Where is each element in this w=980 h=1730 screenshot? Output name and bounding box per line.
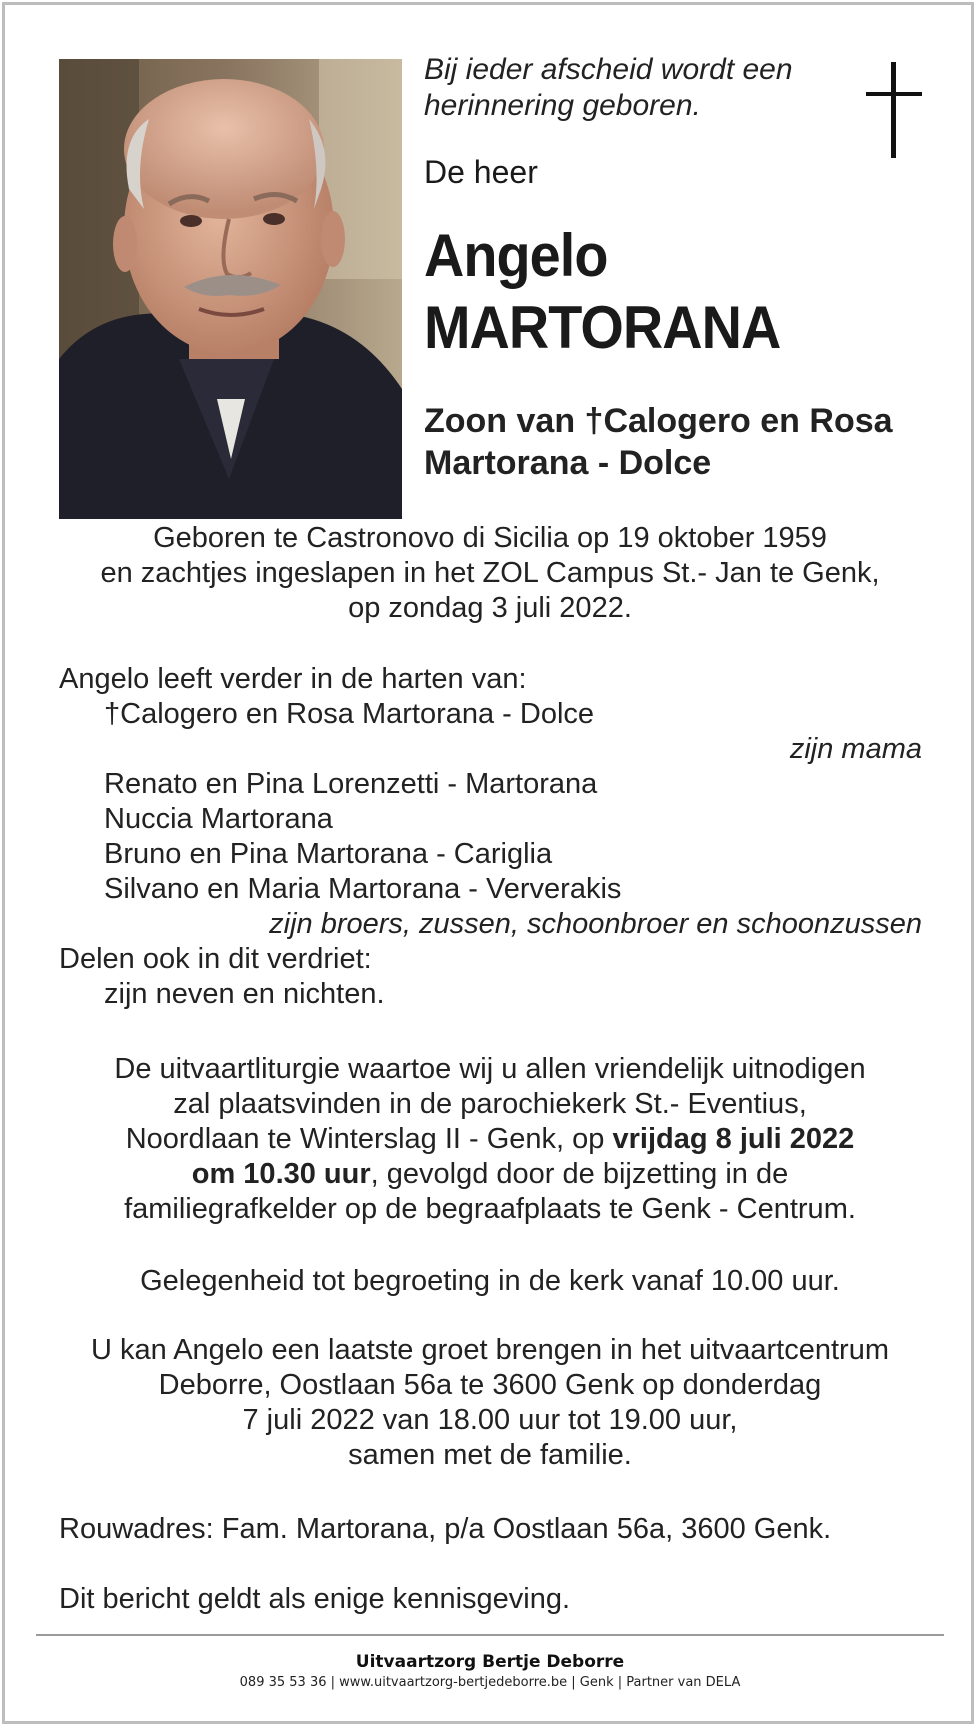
- quote-line: herinnering geboren.: [424, 89, 701, 122]
- notice-text: Dit bericht geldt als enige kennisgeving.: [59, 1583, 571, 1615]
- sibling-name: Bruno en Pina Martorana - Cariglia: [104, 838, 553, 870]
- deceased-name: [424, 220, 780, 364]
- parentage-line: Zoon van †Calogero en Rosa: [424, 402, 893, 440]
- parentage: [424, 400, 893, 484]
- birth-line: Geboren te Castronovo di Sicilia op 19 oktober 1959: [153, 522, 827, 554]
- funeral-company: Uitvaartzorg Bertje Deborre: [355, 1652, 625, 1672]
- cross-icon: [866, 62, 922, 158]
- birth-death-info: [40, 521, 940, 626]
- last-name: MARTORANA: [424, 294, 781, 361]
- mourning-address: Rouwadres: Fam. Martorana, p/a Oostlaan 56a, 3600 Genk.: [59, 1513, 832, 1545]
- death-date-line: op zondag 3 juli 2022.: [348, 592, 632, 624]
- greeting-info: [40, 1264, 940, 1299]
- sibling-name: Nuccia Martorana: [104, 803, 333, 835]
- memorial-quote: [424, 52, 793, 124]
- farewell-line: U kan Angelo een laatste groet brengen in het uitvaartcentrum: [90, 1334, 889, 1366]
- parentage-line: Martorana - Dolce: [424, 444, 712, 482]
- footer-divider: [36, 1634, 944, 1636]
- farewell-line: Deborre, Oostlaan 56a te 3600 Genk op donderdag: [158, 1369, 822, 1401]
- sibling-name: Silvano en Maria Martorana - Ververakis: [104, 873, 622, 905]
- funeral-date: vrijdag 8 juli 2022: [612, 1123, 855, 1155]
- funeral-line: familiegrafkelder op de begraafplaats te Genk - Centrum.: [124, 1193, 856, 1225]
- farewell-info: [40, 1333, 940, 1473]
- farewell-line: 7 juli 2022 van 18.00 uur tot 19.00 uur,: [242, 1404, 738, 1436]
- company-contact: 089 35 53 36 | www.uitvaartzorg-bertjedeborre.be | Genk | Partner van DELA: [239, 1675, 741, 1690]
- also-grieving-intro: Delen ook in dit verdriet:: [59, 943, 372, 975]
- funeral-time: om 10.30 uur: [191, 1158, 371, 1190]
- funeral-info: [40, 1052, 940, 1227]
- family-intro: Angelo leeft verder in de harten van:: [59, 663, 527, 695]
- funeral-line: De uitvaartliturgie waartoe wij u allen vriendelijk uitnodigen: [114, 1053, 866, 1085]
- funeral-line: om 10.30 uur, gevolgd door de bijzetting in de: [191, 1158, 789, 1190]
- also-grieving-names: zijn neven en nichten.: [104, 978, 385, 1010]
- portrait-photo: [59, 59, 402, 519]
- greeting-line: Gelegenheid tot begroeting in de kerk vanaf 10.00 uur.: [140, 1265, 840, 1297]
- parents-role: zijn mama: [789, 733, 922, 765]
- salutation: De heer: [424, 154, 538, 190]
- first-name: Angelo: [424, 222, 608, 289]
- parents-names: †Calogero en Rosa Martorana - Dolce: [104, 698, 595, 730]
- funeral-line: zal plaatsvinden in de parochiekerk St.- Eventius,: [173, 1088, 807, 1120]
- sibling-name: Renato en Pina Lorenzetti - Martorana: [104, 768, 598, 800]
- quote-line: Bij ieder afscheid wordt een: [424, 53, 793, 86]
- farewell-line: samen met de familie.: [348, 1439, 632, 1471]
- siblings-role: zijn broers, zussen, schoonbroer en schoonzussen: [269, 908, 922, 940]
- death-line: en zachtjes ingeslapen in het ZOL Campus St.- Jan te Genk,: [100, 557, 880, 589]
- funeral-line: Noordlaan te Winterslag II - Genk, op vrijdag 8 juli 2022: [125, 1123, 855, 1155]
